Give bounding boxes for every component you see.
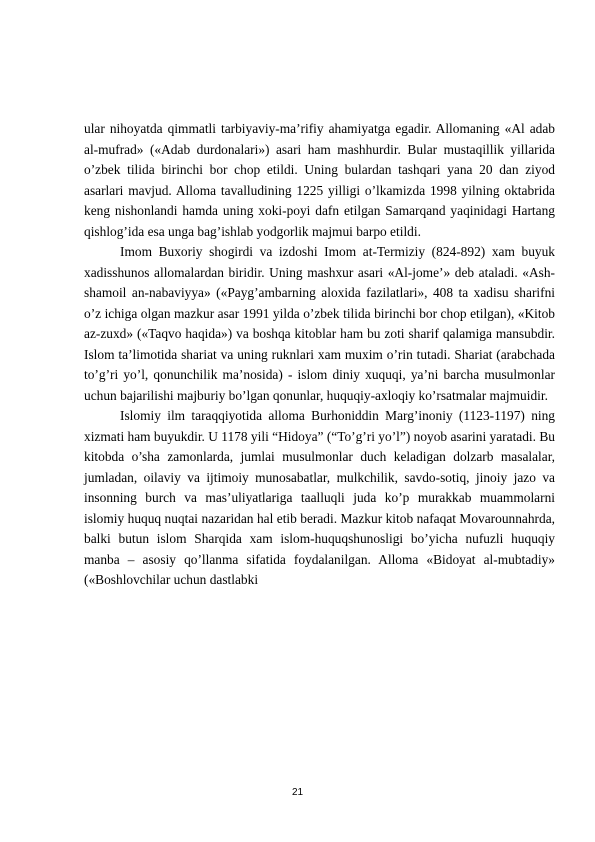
page-number: 21 [291, 787, 304, 798]
paragraph-1: ular nihoyatda qimmatli tarbiyaviy-ma’rifiy ahamiyatga egadir. Allomaning «Al adab al-mufrad» («Adab durdonalari») asari ham mashhurdir. Bular mustaqillik yillarida o’zbek tilida birinchi bor chop etildi. Uning bulardan tashqari yana 20 dan ziyod asarlari mavjud. Alloma tavalludining 1225 yilligi o’lkamizda 1998 yilning oktabrida keng nishonlandi hamda uning xoki-poyi dafn etilgan Samarqand yaqinidagi Hartang qishlog’ida esa unga bag’ishlab yodgorlik majmui barpo etildi. [84, 121, 555, 239]
body-text [84, 119, 555, 591]
paragraph-3: Islomiy ilm taraqqiyotida alloma Burhoniddin Marg’inoniy (1123-1197) ning xizmati ham buyukdir. U 1178 yili “Hidoya” (“To’g’ri yo’l”) noyob asarini yaratadi. Bu kitobda o’sha zamonlarda, jumlai musulmonlar duch keladigan dolzarb masalalar, jumladan, oilaviy va ijtimoiy munosabatlar, mulkchilik, savdo-sotiq, jinoiy jazo va insonning burch va mas’uliyatlariga taalluqli juda ko’p murakkab muammolarni islomiy huquq nuqtai nazaridan hal etib beradi. Mazkur kitob nafaqat Movarounnahrda, balki butun islom Sharqida xam islom-huquqshunosligi bo’yicha nufuzli huquqiy manba – asosiy qo’llanma sifatida foydalanilgan. Alloma «Bidoyat al-mubtadiy» («Boshlovchilar uchun dastlabki [84, 408, 555, 587]
paragraph-2: Imom Buxoriy shogirdi va izdoshi Imom at-Termiziy (824-892) xam buyuk xadisshunos allomalardan biridir. Uning mashxur asari «Al-jome’» deb ataladi. «Ash-shamoil an-nabaviyya» («Payg’ambarning aloxida fazilatlari», 408 ta xadisu sharifni o’z ichiga olgan mazkur asar 1991 yilda o’zbek tilida birinchi bor chop etilgan), «Kitob az-zuxd» («Taqvo haqida») va boshqa kitoblar ham bu zoti sharif qalamiga mansubdir. Islom ta’limotida shariat va uning ruknlari xam muxim o’rin tutadi. Shariat (arabchada to’g’ri yo’l, qonunchilik ma’nosida) - islom diniy xuquqi, ya’ni barcha musulmonlar uchun bajarilishi majburiy bo’lgan qonunlar, huquqiy-axloqiy ko’rsatmalar majmuidir. [84, 244, 555, 403]
